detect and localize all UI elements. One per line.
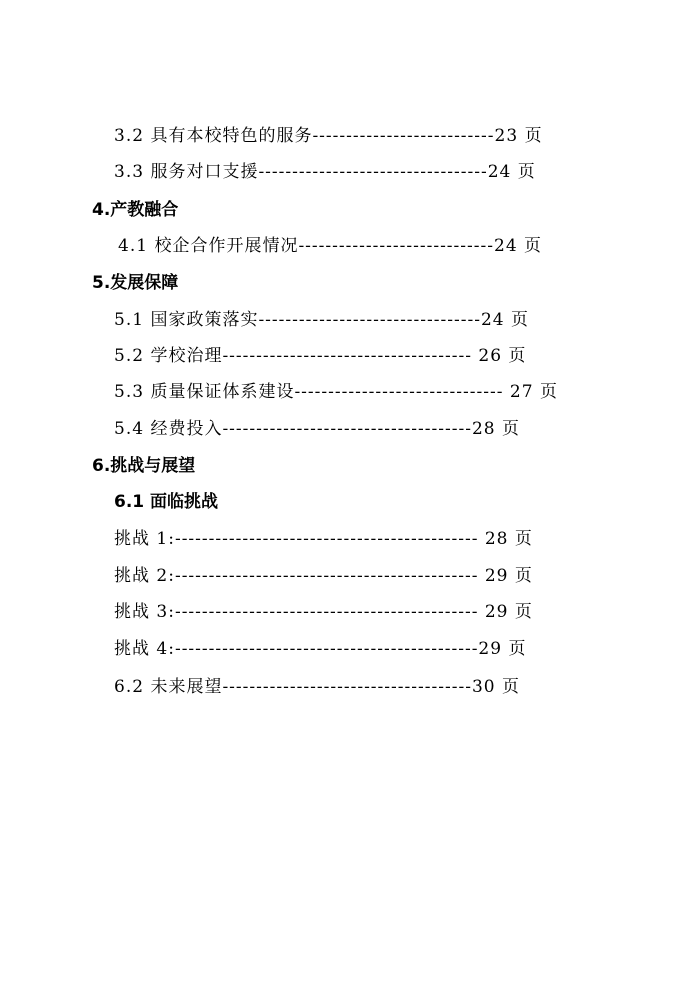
- toc-subsection-6-1: 6.1 面临挑战: [114, 492, 219, 512]
- toc-section-4: 4.产教融合: [92, 200, 179, 220]
- toc-entry-4-1: 4.1 校企合作开展情况-----------------------------24 页: [118, 236, 543, 256]
- toc-entry-5-2: 5.2 学校治理------------------------------------- 26 页: [114, 346, 527, 366]
- toc-entry-challenge-4: 挑战 4:---------------------------------------------29 页: [114, 639, 527, 659]
- toc-entry-5-4: 5.4 经费投入-------------------------------------28 页: [114, 419, 521, 439]
- toc-entry-challenge-2: 挑战 2:--------------------------------------------- 29 页: [114, 566, 533, 586]
- toc-entry-challenge-1: 挑战 1:--------------------------------------------- 28 页: [114, 529, 533, 549]
- toc-section-5: 5.发展保障: [92, 273, 179, 293]
- toc-section-6: 6.挑战与展望: [92, 456, 196, 476]
- toc-entry-5-3: 5.3 质量保证体系建设------------------------------- 27 页: [114, 382, 558, 402]
- toc-entry-5-1: 5.1 国家政策落实---------------------------------24 页: [114, 310, 530, 330]
- toc-entry-challenge-3: 挑战 3:--------------------------------------------- 29 页: [114, 602, 533, 622]
- toc-entry-3-2: 3.2 具有本校特色的服务---------------------------23 页: [114, 126, 543, 146]
- toc-entry-3-3: 3.3 服务对口支援----------------------------------24 页: [114, 162, 536, 182]
- toc-entry-6-2: 6.2 未来展望-------------------------------------30 页: [114, 677, 521, 697]
